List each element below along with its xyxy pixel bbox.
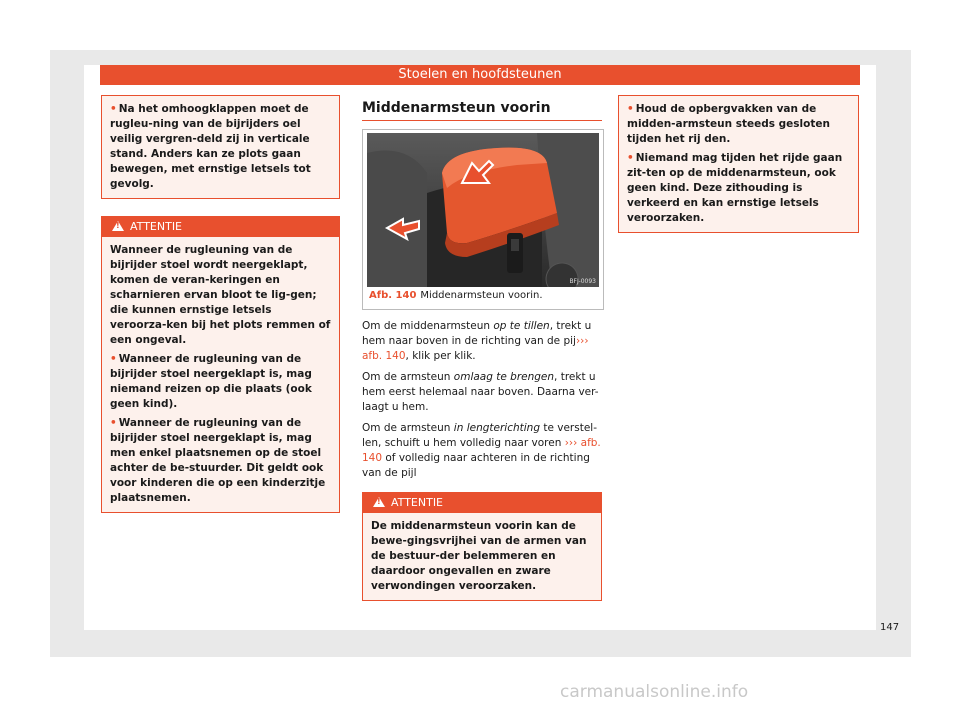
list-item: • Wanneer de rugleuning van de bijrijder stoel neergeklapt is, mag men enkel plaatsnemen op de stoel achter de be-stuurder. Dit geldt ook voor kinderen die op een kinderzitje plaatsnemen.	[110, 417, 326, 504]
warning-intro: Wanneer de rugleuning van de bijrijder stoel wordt neergeklapt, komen de veran-keringen en scharnieren ervan bloot te lig-gen; die kunnen ernstige letsels veroorza-ken bij het plots remmen of een ongeval.	[110, 244, 331, 346]
figure-caption: Afb. 140 Middenarmsteun voorin.	[369, 290, 543, 301]
left-bullet-box	[101, 95, 340, 199]
figure-link[interactable]: ››› afb. 140	[362, 437, 601, 464]
warning-triangle-icon: !	[112, 221, 124, 231]
list-item: • Wanneer de rugleuning van de bijrijder stoel neergeklapt is, mag niemand reizen op die plaats (ook geen kind).	[110, 353, 312, 410]
warning-body	[363, 513, 601, 600]
paragraph: Om de armsteun omlaag te brengen, trekt u hem eerst helemaal naar boven. Daarna ver-laagt u hem.	[362, 371, 599, 413]
page-number: 147	[880, 622, 900, 633]
middle-column	[362, 101, 602, 121]
left-warning-box	[101, 216, 340, 513]
right-column	[618, 95, 859, 233]
bullet-icon: •	[627, 103, 634, 115]
figure-armrest	[362, 129, 604, 310]
watermark: carmanualsonline.info	[560, 682, 749, 702]
right-bullet-box	[618, 95, 859, 233]
bullet-icon: •	[627, 152, 634, 164]
figure-label: Afb. 140	[369, 290, 417, 301]
left-column	[101, 95, 340, 513]
middle-warning-box	[362, 492, 602, 601]
armrest-illustration	[367, 133, 599, 287]
bullet-icon: •	[110, 417, 117, 429]
middle-body-text	[362, 319, 602, 487]
figure-link[interactable]: ››› afb. 140	[362, 335, 589, 362]
paragraph: Om de armsteun in lengterichting te verstel-len, schuift u hem volledig naar voren ››› afb. 140 of volledig naar achteren in de richting van de pijl	[362, 422, 601, 479]
paragraph: Om de middenarmsteun op te tillen, trekt u hem naar boven in de richting van de pij››› afb. 140, klik per klik.	[362, 320, 592, 362]
warning-text: De middenarmsteun voorin kan de bewe-gingsvrijhei van de armen van de bestuur-der belemmeren en daardoor ongevallen en zware verwondingen veroorzaken.	[371, 520, 587, 592]
chapter-header	[100, 65, 860, 85]
armrest-drawing	[367, 133, 599, 287]
warning-triangle-icon: !	[373, 497, 385, 507]
list-item: • Houd de opbergvakken van de midden-armsteun steeds gesloten tijden het rij den.	[627, 103, 830, 145]
chapter-title: Stoelen en hoofdsteunen	[398, 67, 562, 82]
list-item: • Niemand mag tijden het rijde gaan zit-ten op de middenarmsteun, ook geen kind. Deze zithouding is verkeerd en kan ernstige letsels veroorzaken.	[627, 152, 843, 224]
list-item: • Na het omhoogklappen moet de rugleu-ning van de bijrijders oel veilig vergren-deld zij in verticale stand. Anders kan ze plots gaan bewegen, met ernstige letsels tot gevolg.	[110, 103, 311, 190]
bullet-icon: •	[110, 353, 117, 365]
figure-code: BFJ-0093	[569, 278, 596, 285]
warning-header: ! ATTENTIE	[363, 493, 601, 513]
section-title: Middenarmsteun voorin	[362, 101, 602, 121]
warning-header: ! ATTENTIE	[102, 217, 339, 237]
warning-body	[102, 237, 339, 512]
bullet-icon: •	[110, 103, 117, 115]
